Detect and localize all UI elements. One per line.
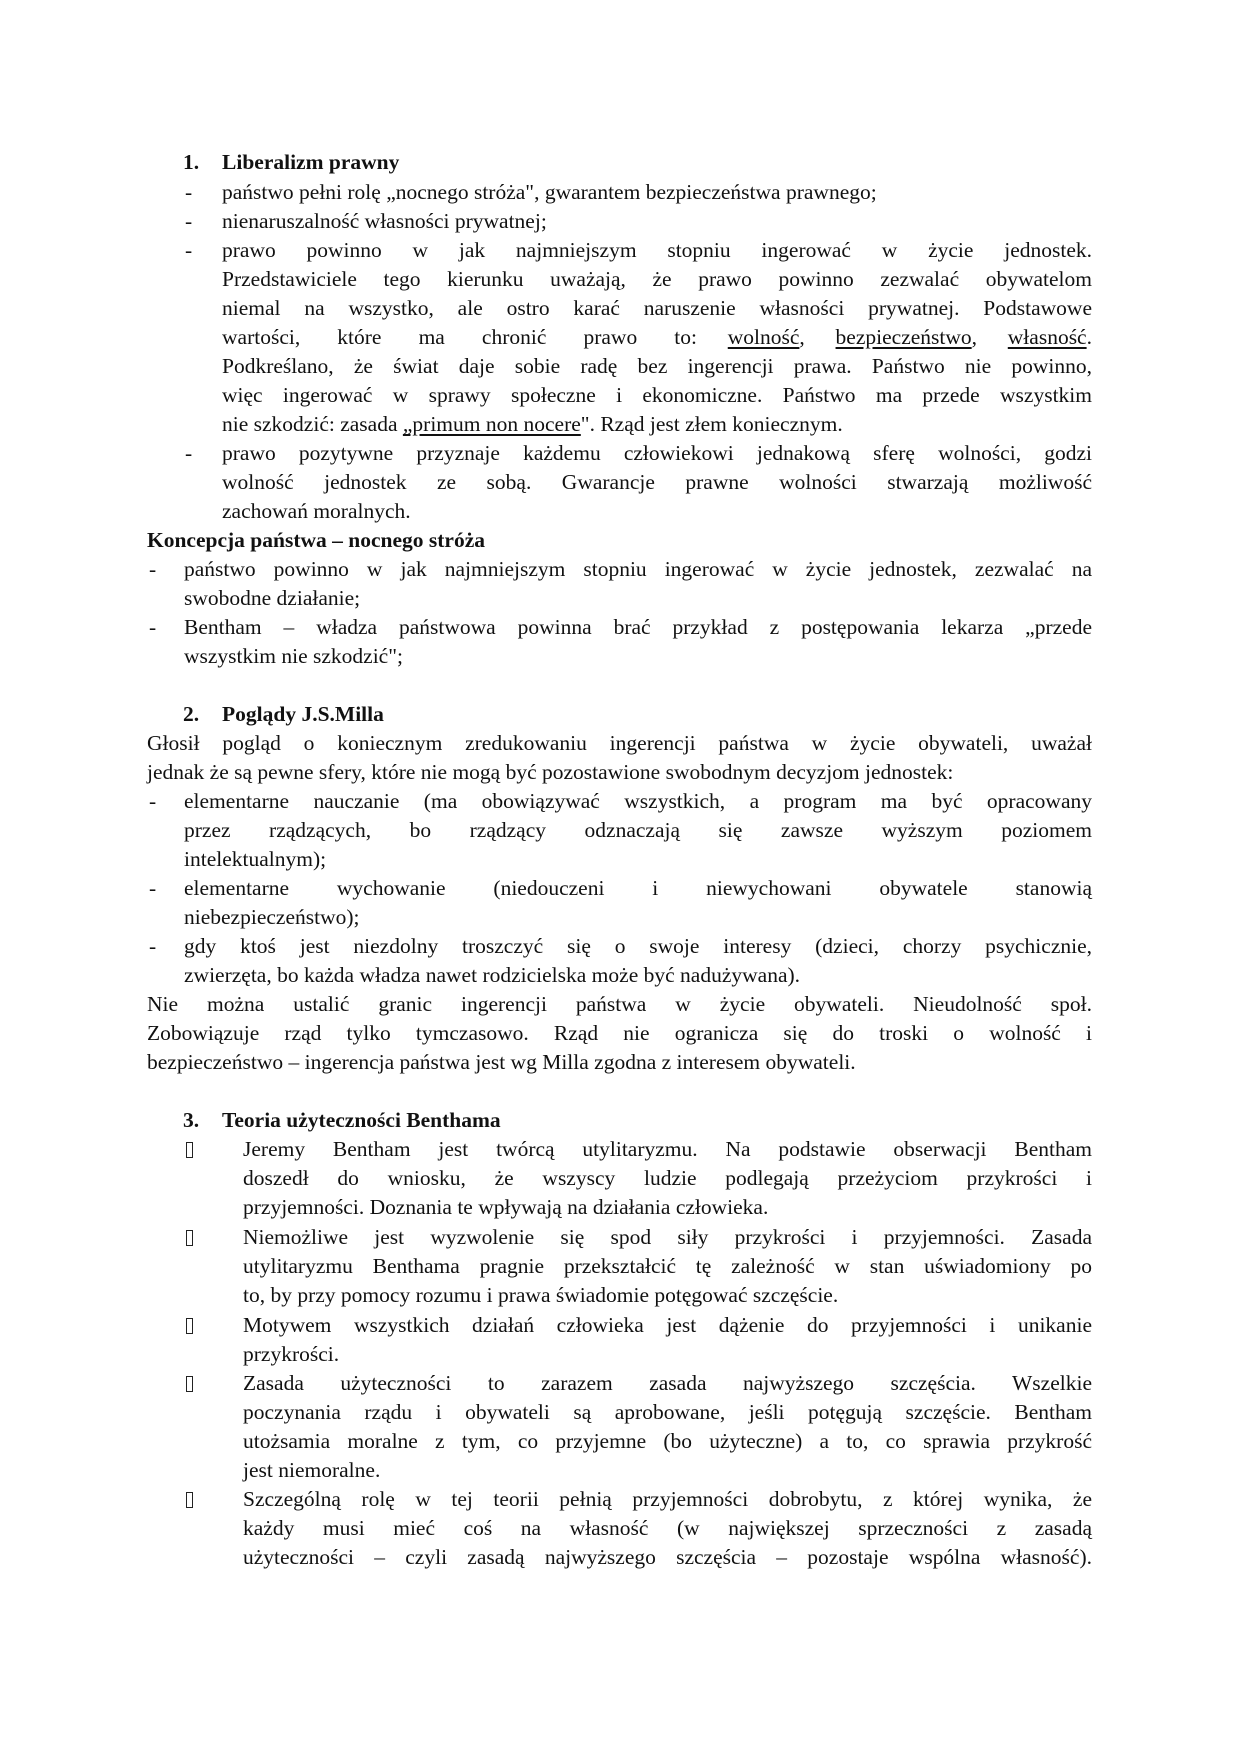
list-item-line: Niemożliwe jest wyzwolenie się spod siły przykrości i przyjemności. Zasada xyxy=(243,1225,1092,1249)
section-number: 3. xyxy=(183,1108,200,1132)
section-title-mill: Poglądy J.S.Milla xyxy=(222,702,384,726)
list-item-line: przykrości. xyxy=(243,1342,340,1366)
paragraph-line: bezpieczeństwo – ingerencja państwa jest wg Milla zgodna z interesem obywateli. xyxy=(147,1050,856,1074)
paragraph-line: Nie można ustalić granic ingerencji państwa w życie obywateli. Nieudolność społ. xyxy=(147,992,1092,1016)
list-item-line xyxy=(222,323,1092,352)
list-item: nienaruszalność własności prywatnej; xyxy=(222,209,547,233)
list-item-line: Zasada użyteczności to zarazem zasada najwyższego szczęścia. Wszelkie xyxy=(243,1371,1092,1395)
list-item-line: Motywem wszystkich działań człowieka jest dążenie do przyjemności i unikanie xyxy=(243,1313,1092,1337)
list-item-line: każdy musi mieć coś na własność (w największej sprzeczności z zasadą xyxy=(243,1516,1092,1540)
dash-bullet: - xyxy=(149,934,157,958)
list-item-line: wolność jednostek ze sobą. Gwarancje prawne wolności stwarzają możliwość xyxy=(222,470,1092,494)
section-number: 2. xyxy=(183,702,200,726)
dash-bullet: - xyxy=(149,876,157,900)
section-title-liberalizm: Liberalizm prawny xyxy=(222,150,400,174)
list-item-line: zwierzęta, bo każda władza nawet rodzicielska może być nadużywana). xyxy=(184,963,801,987)
list-item-line: utylitaryzmu Benthama pragnie przekształcić tę zależność w stan uświadomiony po xyxy=(243,1254,1092,1278)
dash-bullet: - xyxy=(149,615,157,639)
missing-glyph-bullet-icon xyxy=(186,1492,193,1508)
list-item-line: Bentham – władza państwowa powinna brać przykład z postępowania lekarza „przede xyxy=(184,615,1092,639)
list-item-line: przez rządzących, bo rządzący odznaczają się zawsze wyższym poziomem xyxy=(184,818,1092,842)
list-item-line: prawo powinno w jak najmniejszym stopniu ingerować w życie jednostek. xyxy=(222,238,1092,262)
list-item-line: państwo powinno w jak najmniejszym stopniu ingerować w życie jednostek, zezwalać na xyxy=(184,557,1092,581)
missing-glyph-bullet-icon xyxy=(186,1142,193,1158)
section-number: 1. xyxy=(183,150,200,174)
list-item-line: to, by przy pomocy rozumu i prawa świadomie potęgować szczęście. xyxy=(243,1283,839,1307)
list-item-line: nie szkodzić: zasada „primum non nocere". Rząd jest złem koniecznym. xyxy=(222,412,843,436)
list-item: państwo pełni rolę „nocnego stróża", gwarantem bezpieczeństwa prawnego; xyxy=(222,180,877,204)
paragraph-line: Głosił pogląd o koniecznym zredukowaniu ingerencji państwa w życie obywateli, uważał xyxy=(147,731,1092,755)
list-item-line: Jeremy Bentham jest twórcą utylitaryzmu. Na podstawie obserwacji Bentham xyxy=(243,1137,1092,1161)
list-item-line: elementarne nauczanie (ma obowiązywać wszystkich, a program ma być opracowany xyxy=(184,789,1092,813)
list-item-line: niemal na wszystko, ale ostro karać naruszenie własności prywatnej. Podstawowe xyxy=(222,296,1092,320)
list-item-line: intelektualnym); xyxy=(184,847,327,871)
values-lead: wartości, które ma chronić prawo to: xyxy=(222,325,697,349)
underlined-term: „primum non nocere xyxy=(402,412,581,436)
list-item-line: jest niemoralne. xyxy=(243,1458,381,1482)
missing-glyph-bullet-icon xyxy=(186,1230,193,1246)
underlined-term: wolność, xyxy=(727,325,805,349)
dash-bullet: - xyxy=(185,238,193,262)
list-item-line: więc ingerować w sprawy społeczne i ekonomiczne. Państwo ma przede wszystkim xyxy=(222,383,1092,407)
missing-glyph-bullet-icon xyxy=(186,1318,193,1334)
subsection-title-koncepcja: Koncepcja państwa – nocnego stróża xyxy=(147,528,486,552)
paragraph-line: jednak że są pewne sfery, które nie mogą być pozostawione swobodnym decyzjom jednostek: xyxy=(147,760,954,784)
list-item-line: doszedł do wniosku, że wszyscy ludzie podlegają przeżyciom przykrości i xyxy=(243,1166,1092,1190)
dash-bullet: - xyxy=(149,557,157,581)
underlined-term: bezpieczeństwo, xyxy=(835,325,978,349)
list-item-line: użyteczności – czyli zasadą najwyższego szczęścia – pozostaje wspólna własność). xyxy=(243,1545,1092,1569)
list-item-line: prawo pozytywne przyznaje każdemu człowiekowi jednakową sferę wolności, godzi xyxy=(222,441,1092,465)
missing-glyph-bullet-icon xyxy=(186,1376,193,1392)
section-title-bentham: Teoria użyteczności Benthama xyxy=(222,1108,501,1132)
list-item-line: swobodne działanie; xyxy=(184,586,361,610)
list-item-line: Podkreślano, że świat daje sobie radę bez ingerencji prawa. Państwo nie powinno, xyxy=(222,354,1092,378)
list-item-line: wszystkim nie szkodzić"; xyxy=(184,644,403,668)
list-item-line: niebezpieczeństwo); xyxy=(184,905,360,929)
list-item-line: utożsamia moralne z tym, co przyjemne (bo użyteczne) a to, co sprawia przykrość xyxy=(243,1429,1092,1453)
dash-bullet: - xyxy=(149,789,157,813)
list-item-line: poczynania rządu i obywateli są aprobowane, jeśli potęgują szczęście. Bentham xyxy=(243,1400,1092,1424)
paragraph-line: Zobowiązuje rząd tylko tymczasowo. Rząd nie ogranicza się do troski o wolność i xyxy=(147,1021,1092,1045)
list-item-line: Szczególną rolę w tej teorii pełnią przyjemności dobrobytu, z której wynika, że xyxy=(243,1487,1092,1511)
list-item-line: przyjemności. Doznania te wpływają na działania człowieka. xyxy=(243,1195,769,1219)
dash-bullet: - xyxy=(185,209,193,233)
dash-bullet: - xyxy=(185,441,193,465)
list-item-line: gdy ktoś jest niezdolny troszczyć się o swoje interesy (dzieci, chorzy psychicznie, xyxy=(184,934,1092,958)
list-item-line: elementarne wychowanie (niedouczeni i niewychowani obywatele stanowią xyxy=(184,876,1092,900)
list-item-line: Przedstawiciele tego kierunku uważają, że prawo powinno zezwalać obywatelom xyxy=(222,267,1092,291)
underlined-term: własność. xyxy=(1007,325,1092,349)
dash-bullet: - xyxy=(185,180,193,204)
list-item-line: zachowań moralnych. xyxy=(222,499,411,523)
